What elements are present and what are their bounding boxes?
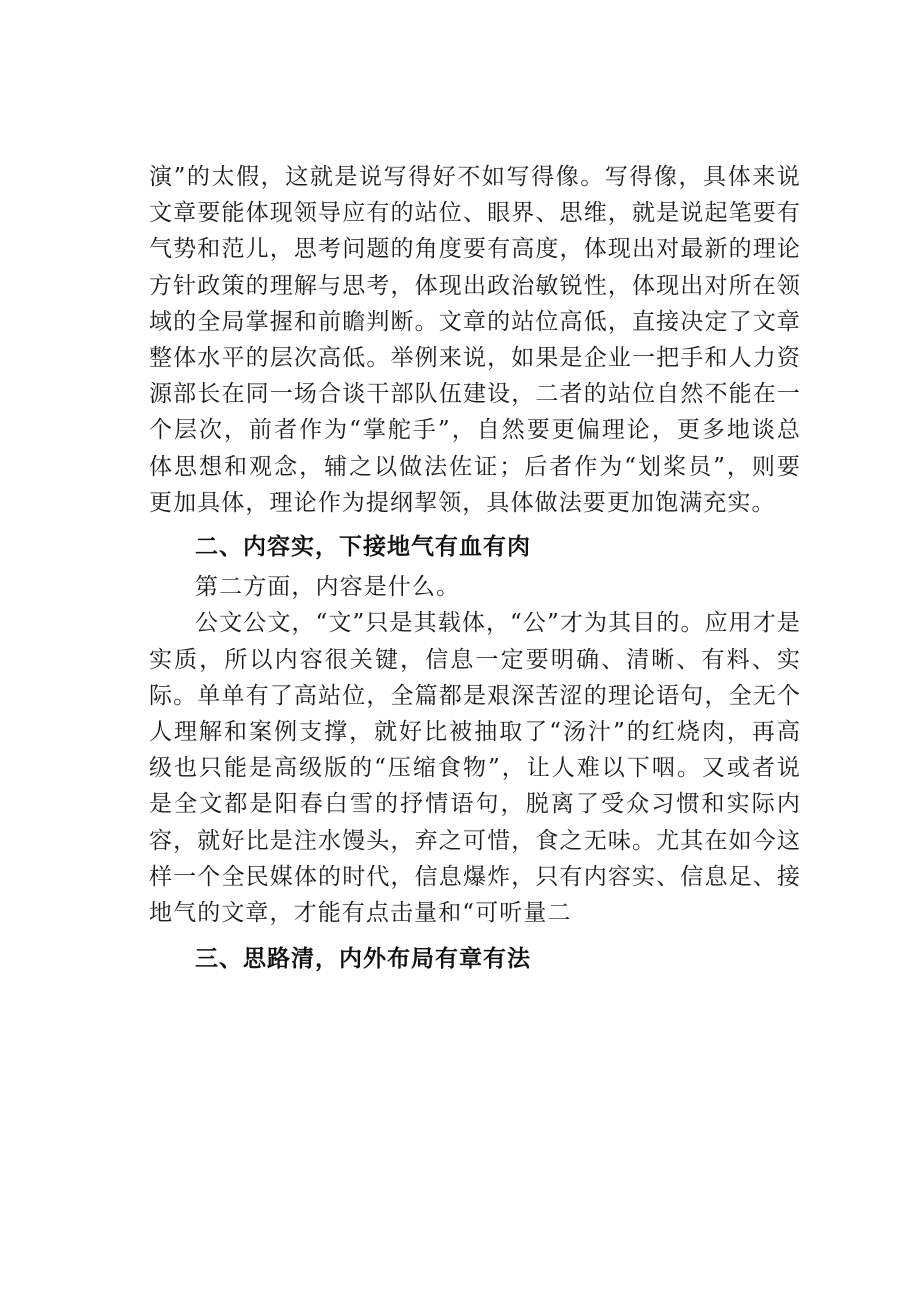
- paragraph-content: 公文公文，“文”只是其载体，“公”才为其目的。应用才是实质，所以内容很关键，信息一定要明确、清晰、有料、实际。单单有了高站位，全篇都是艰深苦涩的理论语句，全无个人理解和案例支撑，就好比被抽取了“汤汁”的红烧肉，再高级也只能是高级版的“压缩食物”，让人难以下咽。又或者说是全文都是阳春白雪的抒情语句，脱离了受众习惯和实际内容，就好比是注水馒头，弃之可惜，食之无味。尤其在如今这样一个全民媒体的时代，信息爆炸，只有内容实、信息足、接地气的文章，才能有点击量和“可听量二: [149, 610, 801, 927]
- document-body: [149, 159, 801, 977]
- paragraph-continuation: 演”的太假，这就是说写得好不如写得像。写得像，具体来说文章要能体现领导应有的站位、眼界、思维，就是说起笔要有气势和范儿，思考问题的角度要有高度，体现出对最新的理论方针政策的理解与思考，体现出政治敏锐性，体现出对所在领域的全局掌握和前瞻判断。文章的站位高低，直接决定了文章整体水平的层次高低。举例来说，如果是企业一把手和人力资源部长在同一场合谈干部队伍建设，二者的站位自然不能在一个层次，前者作为“掌舵手”，自然要更偏理论，更多地谈总体思想和观念，辅之以做法佐证；后者作为“划桨员”，则要更加具体，理论作为提纲挈领，具体做法要更加饱满充实。: [149, 164, 801, 516]
- section-heading-two: 二、内容实，下接地气有血有肉: [195, 534, 531, 561]
- paragraph-intro: 第二方面，内容是什么。: [195, 574, 461, 601]
- section-heading-three: 三、思路清，内外布局有章有法: [195, 946, 531, 973]
